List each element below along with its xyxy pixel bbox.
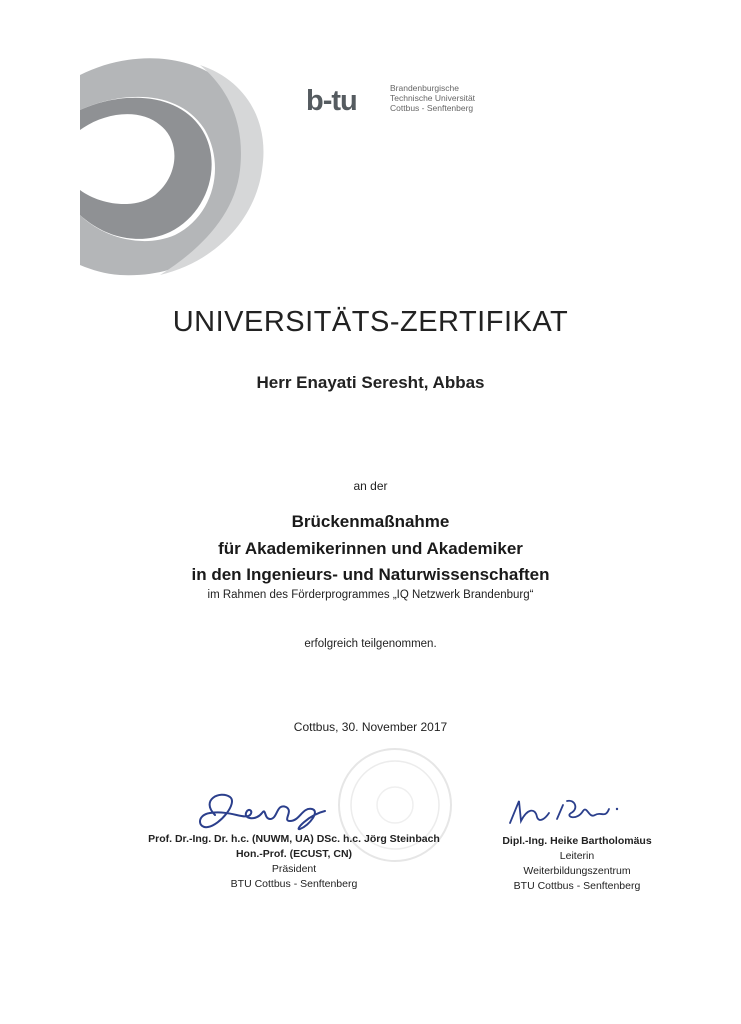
- program-title-line: für Akademikerinnen und Akademiker: [218, 539, 523, 558]
- university-name-line: Brandenburgische: [390, 83, 459, 93]
- university-name-line: Cottbus - Senftenberg: [390, 103, 474, 113]
- connector-text: an der: [353, 479, 388, 493]
- signatory-role: Leiterin: [559, 850, 595, 862]
- place-and-date: Cottbus, 30. November 2017: [293, 720, 448, 734]
- signatory-institution: BTU Cottbus - Senftenberg: [230, 878, 358, 890]
- signatory-department: Weiterbildungszentrum: [523, 865, 631, 877]
- ribbon-inner-band: [80, 98, 212, 239]
- program-title-line: Brückenmaßnahme: [291, 512, 450, 531]
- funding-program-text: im Rahmen des Förderprogrammes „IQ Netzwerk Brandenburg“: [207, 589, 534, 601]
- signatory-director: [486, 834, 668, 894]
- signatory-name: Prof. Dr.-Ing. Dr. h.c. (NUWM, UA) DSc. h.c. Jörg Steinbach: [148, 833, 440, 845]
- decorative-ribbon-graphic: [0, 0, 300, 300]
- completion-text: erfolgreich teilgenommen.: [304, 638, 437, 650]
- signatory-president: [145, 832, 443, 892]
- signatory-honorary-title: Hon.-Prof. (ECUST, CN): [235, 848, 353, 860]
- signatory-role: Präsident: [271, 863, 317, 875]
- logo-mark: b-tu: [306, 85, 357, 117]
- university-logo: [306, 82, 506, 122]
- university-name: [390, 83, 475, 113]
- signatory-name: Dipl.-Ing. Heike Bartholomäus: [502, 835, 652, 847]
- university-name-line: Technische Universität: [390, 93, 476, 103]
- recipient-name: Herr Enayati Seresht, Abbas: [256, 373, 485, 392]
- certificate-title: UNIVERSITÄTS-ZERTIFIKAT: [172, 306, 569, 338]
- signature-director: [505, 795, 625, 835]
- signatory-institution: BTU Cottbus - Senftenberg: [513, 880, 641, 892]
- program-title-line: in den Ingenieurs- und Naturwissenschaften: [191, 565, 550, 584]
